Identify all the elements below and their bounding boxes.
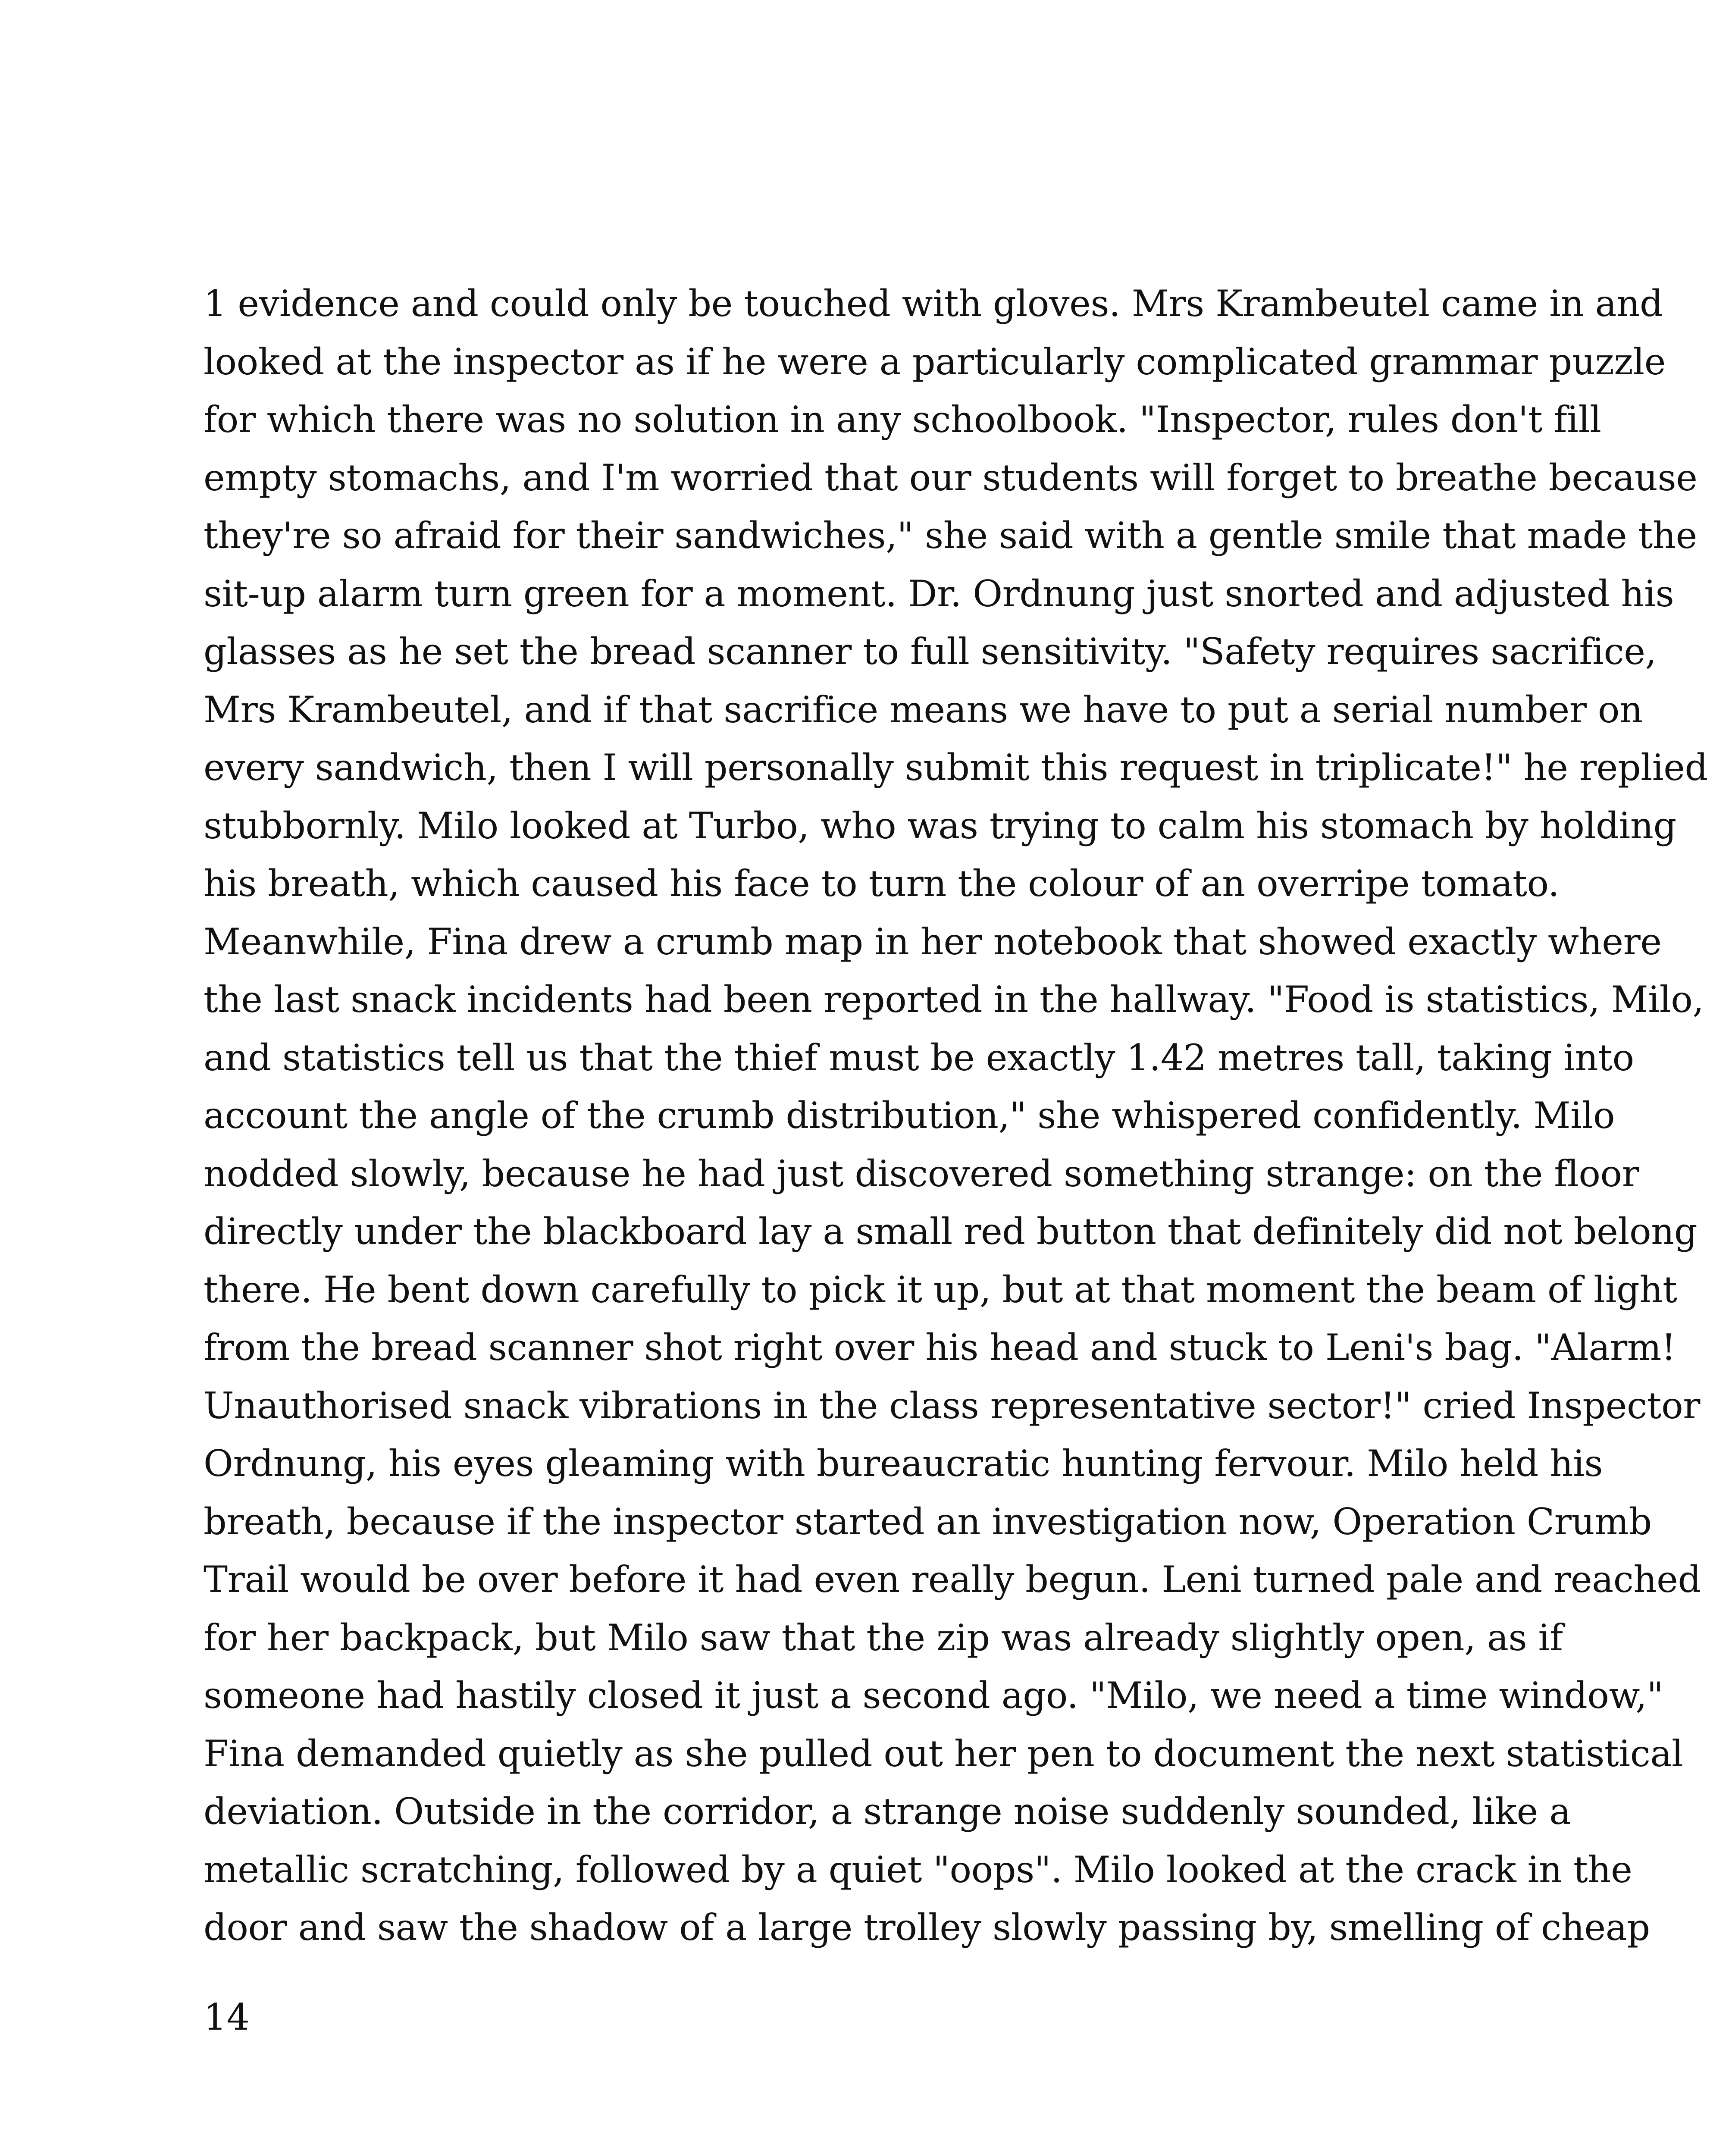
text-line: they're so afraid for their sandwiches," she said with a gentle smile that made the [204,514,1697,557]
text-line: 1 evidence and could only be touched with gloves. Mrs Krambeutel came in and [204,282,1663,325]
text-line: his breath, which caused his face to turn the colour of an overripe tomato. [204,862,1560,905]
text-line: Trail would be over before it had even really begun. Leni turned pale and reached [204,1558,1701,1601]
body-text [204,275,1708,1957]
text-line: door and saw the shadow of a large trolley slowly passing by, smelling of cheap [204,1906,1650,1949]
text-line: glasses as he set the bread scanner to full sensitivity. "Safety requires sacrifice, [204,630,1657,673]
text-line: Fina demanded quietly as she pulled out her pen to document the next statistical [204,1732,1683,1775]
text-line: Meanwhile, Fina drew a crumb map in her notebook that showed exactly where [204,920,1662,963]
text-line: deviation. Outside in the corridor, a strange noise suddenly sounded, like a [204,1790,1571,1833]
text-line: account the angle of the crumb distribution," she whispered confidently. Milo [204,1094,1615,1137]
text-line: there. He bent down carefully to pick it up, but at that moment the beam of light [204,1268,1677,1311]
page-number: 14 [204,1996,250,2038]
text-line: directly under the blackboard lay a small red button that definitely did not belong [204,1210,1698,1253]
text-line: Mrs Krambeutel, and if that sacrifice means we have to put a serial number on [204,688,1643,731]
text-line: breath, because if the inspector started an investigation now, Operation Crumb [204,1500,1652,1543]
text-line: nodded slowly, because he had just discovered something strange: on the floor [204,1152,1639,1195]
text-line: the last snack incidents had been reported in the hallway. "Food is statistics, Milo, [204,978,1704,1021]
text-line: sit-up alarm turn green for a moment. Dr. Ordnung just snorted and adjusted his [204,572,1674,615]
text-line: for which there was no solution in any schoolbook. "Inspector, rules don't fill [204,398,1601,441]
text-line: Unauthorised snack vibrations in the class representative sector!" cried Inspector [204,1384,1701,1427]
text-line: looked at the inspector as if he were a particularly complicated grammar puzzle [204,340,1666,383]
text-line: for her backpack, but Milo saw that the zip was already slightly open, as if [204,1616,1563,1659]
text-line: metallic scratching, followed by a quiet "oops". Milo looked at the crack in the [204,1848,1632,1891]
text-line: and statistics tell us that the thief must be exactly 1.42 metres tall, taking into [204,1036,1634,1079]
text-line: from the bread scanner shot right over his head and stuck to Leni's bag. "Alarm! [204,1326,1676,1369]
text-line: Ordnung, his eyes gleaming with bureaucratic hunting fervour. Milo held his [204,1442,1603,1485]
text-line: empty stomachs, and I'm worried that our students will forget to breathe because [204,456,1698,499]
text-line: stubbornly. Milo looked at Turbo, who was trying to calm his stomach by holding [204,804,1676,847]
text-line: every sandwich, then I will personally submit this request in triplicate!" he replied [204,746,1708,789]
text-line: someone had hastily closed it just a second ago. "Milo, we need a time window," [204,1674,1663,1717]
